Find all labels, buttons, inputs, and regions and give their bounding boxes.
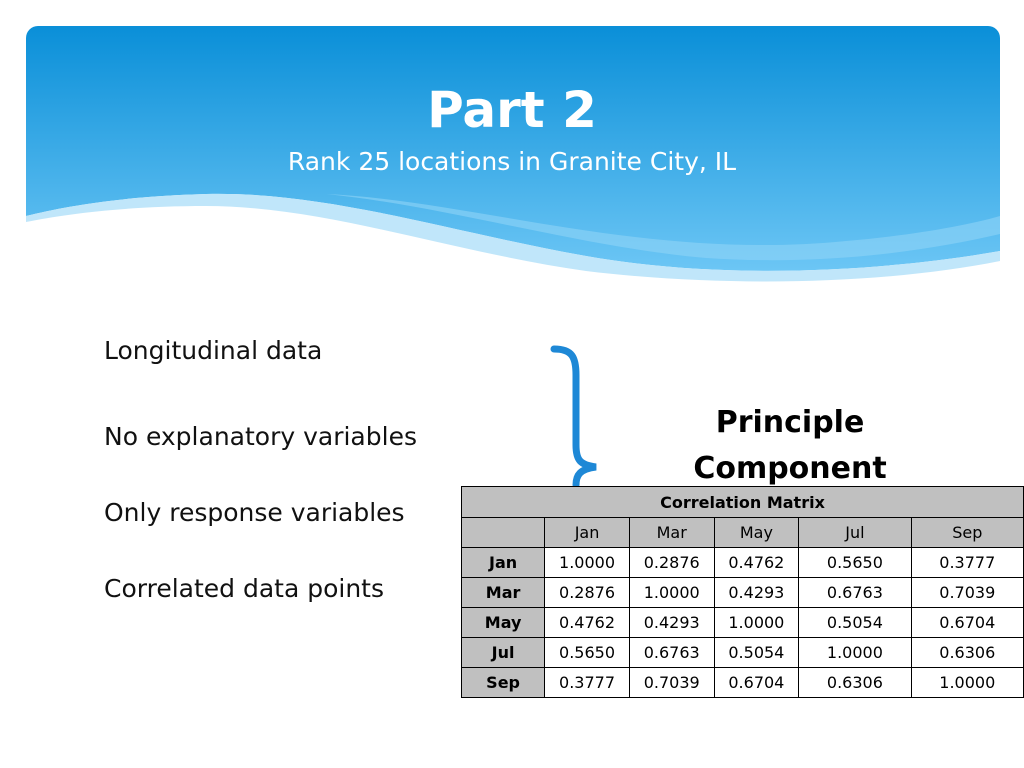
corner-cell	[462, 518, 545, 548]
col-header: May	[714, 518, 799, 548]
method-line-1: Principle	[715, 405, 865, 440]
method-line-2: Component	[693, 451, 887, 486]
bullet-longitudinal: Longitudinal data	[104, 336, 323, 365]
table-cell: 0.5650	[799, 548, 911, 578]
table-cell: 0.4293	[629, 608, 714, 638]
table-cell: 0.4762	[714, 548, 799, 578]
table-row	[462, 578, 1024, 608]
right-brace-icon	[546, 345, 606, 495]
table-cell: 0.6763	[629, 638, 714, 668]
table-cell: 0.3777	[545, 668, 630, 698]
slide-subtitle: Rank 25 locations in Granite City, IL	[287, 147, 737, 176]
table-cell: 0.7039	[629, 668, 714, 698]
bullet-no-explanatory: No explanatory variables	[104, 422, 417, 451]
table-header-row	[462, 518, 1024, 548]
col-header: Mar	[629, 518, 714, 548]
table-cell: 0.5054	[799, 608, 911, 638]
table-cell: 0.4293	[714, 578, 799, 608]
table-cell: 1.0000	[911, 668, 1023, 698]
table-row	[462, 638, 1024, 668]
col-header: Jan	[545, 518, 630, 548]
table-cell: 0.2876	[545, 578, 630, 608]
table-cell: 0.6306	[911, 638, 1023, 668]
correlation-matrix-table	[461, 486, 1024, 698]
table-row	[462, 668, 1024, 698]
row-header: May	[462, 608, 545, 638]
table-cell: 0.6763	[799, 578, 911, 608]
table-cell: 0.7039	[911, 578, 1023, 608]
table-cell: 0.5650	[545, 638, 630, 668]
slide-title: Part 2	[427, 81, 597, 139]
table-cell: 1.0000	[799, 638, 911, 668]
principle-component-label	[660, 400, 920, 492]
table-cell: 1.0000	[545, 548, 630, 578]
col-header: Sep	[911, 518, 1023, 548]
table-cell: 0.5054	[714, 638, 799, 668]
table-cell: 0.6704	[714, 668, 799, 698]
table-cell: 0.6704	[911, 608, 1023, 638]
row-header: Jan	[462, 548, 545, 578]
table-cell: 0.3777	[911, 548, 1023, 578]
row-header: Mar	[462, 578, 545, 608]
table-cell: 0.2876	[629, 548, 714, 578]
table-cell: 0.4762	[545, 608, 630, 638]
col-header: Jul	[799, 518, 911, 548]
bullet-correlated: Correlated data points	[104, 574, 385, 603]
row-header: Sep	[462, 668, 545, 698]
bullet-only-response: Only response variables	[104, 498, 405, 527]
table-cell: 1.0000	[629, 578, 714, 608]
table-row	[462, 608, 1024, 638]
table-row	[462, 548, 1024, 578]
row-header: Jul	[462, 638, 545, 668]
table-cell: 1.0000	[714, 608, 799, 638]
table-caption: Correlation Matrix	[462, 487, 1024, 518]
table-cell: 0.6306	[799, 668, 911, 698]
